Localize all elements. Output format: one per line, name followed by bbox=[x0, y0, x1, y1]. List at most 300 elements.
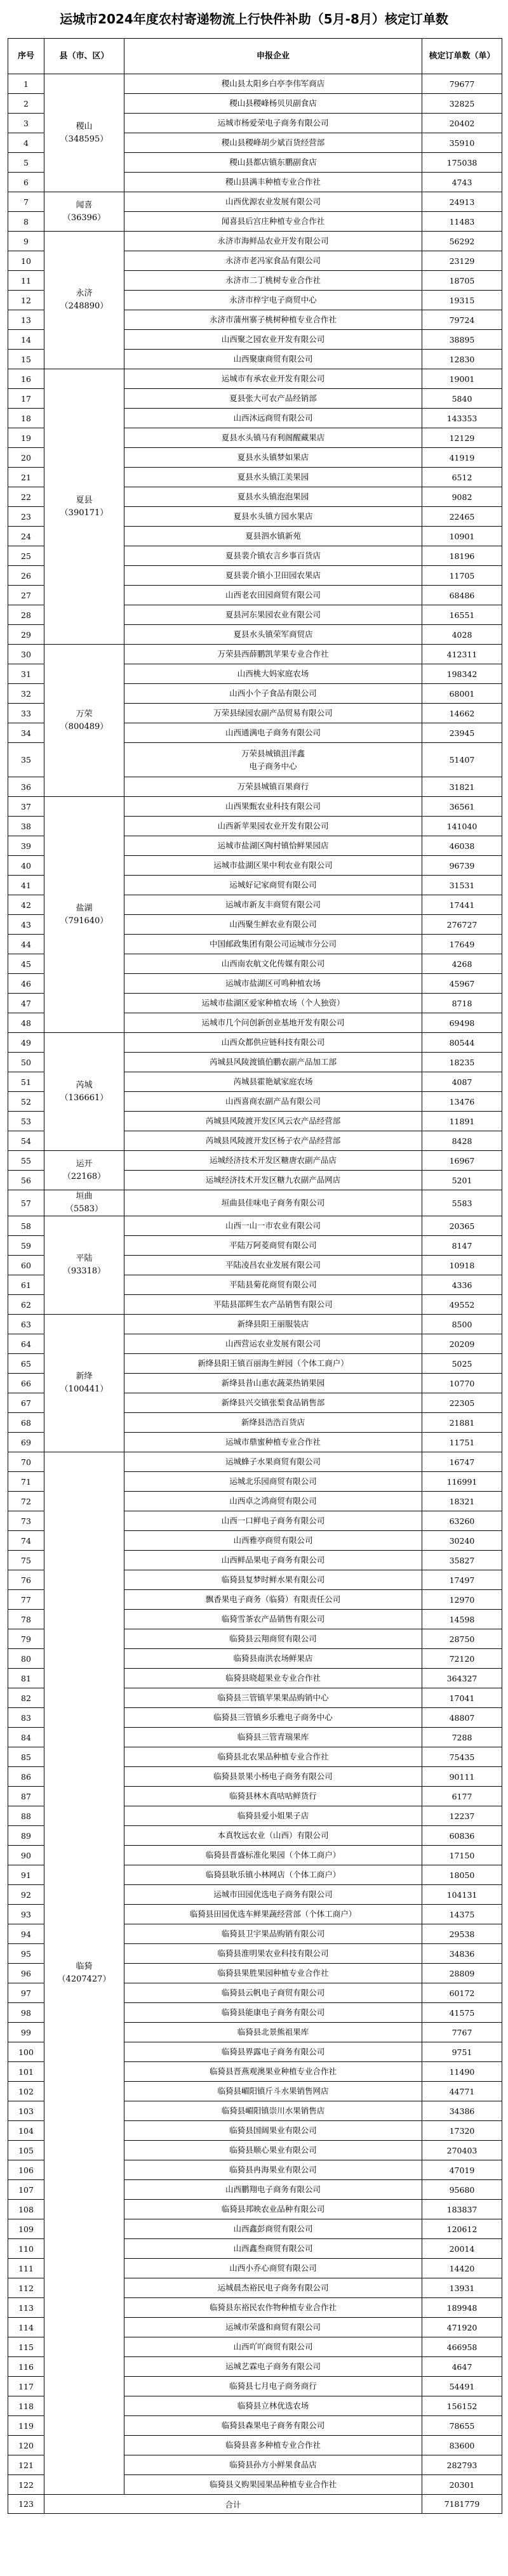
enterprise-name: 运城好记家商贸有限公司 bbox=[124, 876, 422, 895]
order-count: 17320 bbox=[422, 2121, 502, 2141]
enterprise-name: 临猗县森果电子商务有限公司 bbox=[124, 2416, 422, 2436]
enterprise-name: 山西聚生鲜农业有限公司 bbox=[124, 915, 422, 935]
county-cell bbox=[44, 1452, 124, 2495]
enterprise-name: 山西一山一市农业有限公司 bbox=[124, 1216, 422, 1236]
row-seq: 83 bbox=[8, 1708, 44, 1728]
row-seq: 1 bbox=[8, 74, 44, 94]
order-count: 35827 bbox=[422, 1551, 502, 1570]
row-seq: 80 bbox=[8, 1649, 44, 1669]
row-seq: 110 bbox=[8, 2239, 44, 2259]
enterprise-name: 山西卓之鸿商贸有限公司 bbox=[124, 1492, 422, 1511]
row-seq: 23 bbox=[8, 507, 44, 527]
order-count: 20301 bbox=[422, 2475, 502, 2495]
row-seq: 51 bbox=[8, 1072, 44, 1092]
enterprise-name: 山西鹏翔电子商务有限公司 bbox=[124, 2180, 422, 2200]
row-seq: 40 bbox=[8, 856, 44, 876]
enterprise-name: 夏县水头镇梦如果店 bbox=[124, 448, 422, 468]
order-count: 22465 bbox=[422, 507, 502, 527]
row-seq: 46 bbox=[8, 974, 44, 994]
row-seq: 94 bbox=[8, 1924, 44, 1944]
enterprise-name: 平陆万阿菱商贸有限公司 bbox=[124, 1236, 422, 1256]
row-seq: 68 bbox=[8, 1413, 44, 1433]
enterprise-name: 山西吖吖商贸有限公司 bbox=[124, 2337, 422, 2357]
county-subtotal: （136661） bbox=[60, 1093, 109, 1103]
table-row bbox=[8, 1216, 502, 1236]
enterprise-name: 飘香果电子商务（临猗）有限责任公司 bbox=[124, 1590, 422, 1610]
row-seq: 90 bbox=[8, 1846, 44, 1865]
enterprise-name: 临猗县北农果品种植专业合作社 bbox=[124, 1747, 422, 1767]
enterprise-name: 运城市有承农业开发有限公司 bbox=[124, 369, 422, 389]
row-seq: 56 bbox=[8, 1171, 44, 1190]
enterprise-name: 芮城县风陵渡开发区杨子农产品经营部 bbox=[124, 1131, 422, 1151]
county-name: 盐湖 bbox=[76, 903, 93, 913]
row-seq: 105 bbox=[8, 2141, 44, 2160]
row-seq: 11 bbox=[8, 271, 44, 291]
row-seq: 36 bbox=[8, 777, 44, 797]
row-seq: 2 bbox=[8, 94, 44, 114]
enterprise-name: 运城市新友丰商贸有限公司 bbox=[124, 895, 422, 915]
enterprise-name: 稷山县太阳乡白亭李伟军商店 bbox=[124, 74, 422, 94]
row-seq: 77 bbox=[8, 1590, 44, 1610]
table-row bbox=[8, 369, 502, 389]
county-name: 芮城 bbox=[76, 1080, 93, 1090]
order-count: 7288 bbox=[422, 1728, 502, 1747]
row-seq: 34 bbox=[8, 723, 44, 743]
enterprise-name: 山西通满电子商务有限公司 bbox=[124, 723, 422, 743]
county-subtotal: （5583） bbox=[65, 1204, 104, 1214]
table-row bbox=[8, 797, 502, 817]
enterprise-name: 运城晨杰裕民电子商务有限公司 bbox=[124, 2278, 422, 2298]
row-seq: 103 bbox=[8, 2101, 44, 2121]
table-header-row bbox=[8, 39, 502, 74]
enterprise-name: 夏县水头镇荣军商贸店 bbox=[124, 625, 422, 645]
enterprise-name: 运城北乐园商贸有限公司 bbox=[124, 1472, 422, 1492]
enterprise-name: 山西一口鲜电子商务有限公司 bbox=[124, 1511, 422, 1531]
order-count: 68001 bbox=[422, 684, 502, 704]
order-count: 19315 bbox=[422, 291, 502, 310]
enterprise-name: 临猗县立林优选农场 bbox=[124, 2396, 422, 2416]
order-count: 17497 bbox=[422, 1570, 502, 1590]
order-count: 18235 bbox=[422, 1053, 502, 1072]
order-count: 21881 bbox=[422, 1413, 502, 1433]
order-count: 8147 bbox=[422, 1236, 502, 1256]
order-count: 49552 bbox=[422, 1295, 502, 1315]
enterprise-name: 本真牧远农业（山西）有限公司 bbox=[124, 1826, 422, 1846]
row-seq: 111 bbox=[8, 2259, 44, 2278]
row-seq: 5 bbox=[8, 153, 44, 173]
row-seq: 116 bbox=[8, 2357, 44, 2377]
enterprise-name: 稷山县满丰种植专业合作社 bbox=[124, 173, 422, 192]
row-seq: 115 bbox=[8, 2337, 44, 2357]
enterprise-name: 临猗县云翔商贸有限公司 bbox=[124, 1629, 422, 1649]
order-count: 104131 bbox=[422, 1885, 502, 1905]
total-row bbox=[8, 2495, 502, 2514]
enterprise-name: 山西喜商农副产品有限公司 bbox=[124, 1092, 422, 1112]
county-subtotal: （93318） bbox=[62, 1266, 106, 1276]
row-seq: 22 bbox=[8, 487, 44, 507]
order-count: 270403 bbox=[422, 2141, 502, 2160]
row-seq: 43 bbox=[8, 915, 44, 935]
enterprise-name: 万荣县城镇沮洋鑫 电子商务中心 bbox=[124, 743, 422, 777]
enterprise-name: 平陆县邵辉生农产品销售有限公司 bbox=[124, 1295, 422, 1315]
enterprise-name: 万荣县绿园农副产品贸易有限公司 bbox=[124, 704, 422, 723]
enterprise-name: 芮城县霍艳斌家庭农场 bbox=[124, 1072, 422, 1092]
enterprise-name: 运城市盐湖区果中利农业有限公司 bbox=[124, 856, 422, 876]
enterprise-name: 临猗县云帆电子商贸有限公司 bbox=[124, 1983, 422, 2003]
order-count: 8718 bbox=[422, 994, 502, 1013]
subsidy-table bbox=[8, 38, 502, 2514]
row-seq: 30 bbox=[8, 645, 44, 664]
enterprise-name: 临猗县东裕民农作物种植专业合作社 bbox=[124, 2298, 422, 2318]
row-seq: 13 bbox=[8, 310, 44, 330]
enterprise-name: 临猗县义购果园果品种植专业合作社 bbox=[124, 2475, 422, 2495]
row-seq: 93 bbox=[8, 1905, 44, 1924]
order-count: 32825 bbox=[422, 94, 502, 114]
order-count: 13931 bbox=[422, 2278, 502, 2298]
order-count: 45967 bbox=[422, 974, 502, 994]
enterprise-name: 运城市鼎蜜种植专业合作社 bbox=[124, 1433, 422, 1452]
row-seq: 42 bbox=[8, 895, 44, 915]
row-seq: 104 bbox=[8, 2121, 44, 2141]
order-count: 14420 bbox=[422, 2259, 502, 2278]
order-count: 8500 bbox=[422, 1315, 502, 1334]
enterprise-name: 山西聚之园农业开发有限公司 bbox=[124, 330, 422, 350]
enterprise-name: 山西果甄农业科技有限公司 bbox=[124, 797, 422, 817]
order-count: 4743 bbox=[422, 173, 502, 192]
row-seq: 27 bbox=[8, 586, 44, 605]
order-count: 41575 bbox=[422, 2003, 502, 2023]
enterprise-name: 运城经济技术开发区糖九农副产品网店 bbox=[124, 1171, 422, 1190]
order-count: 38895 bbox=[422, 330, 502, 350]
order-count: 90111 bbox=[422, 1767, 502, 1787]
row-seq: 21 bbox=[8, 468, 44, 487]
row-seq: 97 bbox=[8, 1983, 44, 2003]
enterprise-name: 夏县河东果园农业有限公司 bbox=[124, 605, 422, 625]
row-seq: 72 bbox=[8, 1492, 44, 1511]
order-count: 31821 bbox=[422, 777, 502, 797]
county-name: 临猗 bbox=[76, 1962, 93, 1971]
order-count: 10770 bbox=[422, 1374, 502, 1393]
table-row bbox=[8, 1151, 502, 1171]
table-row bbox=[8, 1190, 502, 1216]
order-count: 12830 bbox=[422, 350, 502, 369]
order-count: 11891 bbox=[422, 1112, 502, 1131]
document-title: 运城市2024年度农村寄递物流上行快件补助（5月-8月）核定订单数 bbox=[60, 11, 448, 27]
enterprise-name: 平陆凌昌农业发展有限公司 bbox=[124, 1256, 422, 1275]
column-header-enterprise: 申报企业 bbox=[124, 39, 422, 74]
order-count: 116991 bbox=[422, 1472, 502, 1492]
county-subtotal: （800489） bbox=[60, 721, 109, 732]
order-count: 95680 bbox=[422, 2180, 502, 2200]
order-count: 18196 bbox=[422, 546, 502, 566]
enterprise-name: 运城市盐湖区陶村镇恰鲜果园店 bbox=[124, 836, 422, 856]
row-seq: 14 bbox=[8, 330, 44, 350]
row-seq: 119 bbox=[8, 2416, 44, 2436]
county-cell bbox=[44, 1190, 124, 1216]
row-seq: 65 bbox=[8, 1354, 44, 1374]
order-count: 12129 bbox=[422, 428, 502, 448]
order-count: 8428 bbox=[422, 1131, 502, 1151]
row-seq: 17 bbox=[8, 389, 44, 409]
enterprise-name: 山西沐远商贸有限公司 bbox=[124, 409, 422, 428]
order-count: 16747 bbox=[422, 1452, 502, 1472]
enterprise-name: 临猗雪茶农产品销售有限公司 bbox=[124, 1610, 422, 1629]
order-count: 28750 bbox=[422, 1629, 502, 1649]
order-count: 46038 bbox=[422, 836, 502, 856]
row-seq: 55 bbox=[8, 1151, 44, 1171]
total-seq: 123 bbox=[8, 2495, 44, 2514]
enterprise-name: 临猗县三管青瑞果库 bbox=[124, 1728, 422, 1747]
row-seq: 122 bbox=[8, 2475, 44, 2495]
county-cell bbox=[44, 232, 124, 369]
enterprise-name: 夏县水头镇马有利阁醒藏果店 bbox=[124, 428, 422, 448]
order-count: 198342 bbox=[422, 664, 502, 684]
enterprise-name: 新绛县昔山惠农蔬菜热销果园 bbox=[124, 1374, 422, 1393]
row-seq: 45 bbox=[8, 954, 44, 974]
row-seq: 26 bbox=[8, 566, 44, 586]
enterprise-name: 山西优源农业发展有限公司 bbox=[124, 192, 422, 212]
enterprise-name: 临猗县复梦时鲜水果有限公司 bbox=[124, 1570, 422, 1590]
enterprise-name: 山西桃大妈家庭农场 bbox=[124, 664, 422, 684]
enterprise-name: 临猗县能康电子商务有限公司 bbox=[124, 2003, 422, 2023]
order-count: 189948 bbox=[422, 2298, 502, 2318]
enterprise-name: 山西小个子食品有限公司 bbox=[124, 684, 422, 704]
row-seq: 66 bbox=[8, 1374, 44, 1393]
row-seq: 15 bbox=[8, 350, 44, 369]
county-name: 运开 bbox=[76, 1159, 93, 1169]
enterprise-name: 万荣县城镇百果商行 bbox=[124, 777, 422, 797]
order-count: 17041 bbox=[422, 1688, 502, 1708]
order-count: 31531 bbox=[422, 876, 502, 895]
order-count: 56292 bbox=[422, 232, 502, 251]
county-cell bbox=[44, 74, 124, 192]
order-count: 11751 bbox=[422, 1433, 502, 1452]
order-count: 23945 bbox=[422, 723, 502, 743]
enterprise-name: 山西南农航文化传媒有限公司 bbox=[124, 954, 422, 974]
order-count: 63260 bbox=[422, 1511, 502, 1531]
enterprise-name: 中国邮政集团有限公司运城市分公司 bbox=[124, 935, 422, 954]
order-count: 18050 bbox=[422, 1865, 502, 1885]
row-seq: 53 bbox=[8, 1112, 44, 1131]
county-subtotal: （390171） bbox=[60, 508, 109, 518]
row-seq: 12 bbox=[8, 291, 44, 310]
enterprise-name: 临猗县邦映农业品种有限公司 bbox=[124, 2200, 422, 2219]
row-seq: 41 bbox=[8, 876, 44, 895]
enterprise-name: 夏县水头镇方园水果店 bbox=[124, 507, 422, 527]
enterprise-name: 临猗县国阔果业有限公司 bbox=[124, 2121, 422, 2141]
enterprise-name: 夏县张大可农产品经销部 bbox=[124, 389, 422, 409]
row-seq: 9 bbox=[8, 232, 44, 251]
county-subtotal: （36396） bbox=[62, 213, 106, 223]
enterprise-name: 临猗县耿乐镇小林网店（个体工商户） bbox=[124, 1865, 422, 1885]
row-seq: 59 bbox=[8, 1236, 44, 1256]
row-seq: 108 bbox=[8, 2200, 44, 2219]
row-seq: 99 bbox=[8, 2023, 44, 2042]
enterprise-name: 山西鑫叁商贸有限公司 bbox=[124, 2239, 422, 2259]
order-count: 4087 bbox=[422, 1072, 502, 1092]
county-name: 垣曲 bbox=[76, 1192, 93, 1201]
enterprise-name: 临猗县晋盛标准化果园（个体工商户） bbox=[124, 1846, 422, 1865]
column-header-county: 县（市、区） bbox=[44, 39, 124, 74]
enterprise-name: 芮城县风陵渡镇伯鹏农副产品加工部 bbox=[124, 1053, 422, 1072]
row-seq: 7 bbox=[8, 192, 44, 212]
enterprise-name: 山西众都供应链科技有限公司 bbox=[124, 1033, 422, 1053]
enterprise-name: 夏县水头镇泡泡果园 bbox=[124, 487, 422, 507]
enterprise-name: 稷山县稷峰胡少斌百货经营部 bbox=[124, 133, 422, 153]
row-seq: 112 bbox=[8, 2278, 44, 2298]
row-seq: 52 bbox=[8, 1092, 44, 1112]
order-count: 44771 bbox=[422, 2082, 502, 2101]
order-count: 175038 bbox=[422, 153, 502, 173]
row-seq: 61 bbox=[8, 1275, 44, 1295]
order-count: 36561 bbox=[422, 797, 502, 817]
row-seq: 33 bbox=[8, 704, 44, 723]
order-count: 5201 bbox=[422, 1171, 502, 1190]
enterprise-name: 稷山县都店镇东鹏副食店 bbox=[124, 153, 422, 173]
enterprise-name: 新绛县兴交镇张梨食品销售部 bbox=[124, 1393, 422, 1413]
county-cell bbox=[44, 1151, 124, 1190]
enterprise-name: 临猗县田园优选车鲜果蔬经营部（个体工商户） bbox=[124, 1905, 422, 1924]
order-count: 79724 bbox=[422, 310, 502, 330]
row-seq: 4 bbox=[8, 133, 44, 153]
row-seq: 48 bbox=[8, 1013, 44, 1033]
table-row bbox=[8, 1452, 502, 1472]
order-count: 23129 bbox=[422, 251, 502, 271]
order-count: 471920 bbox=[422, 2318, 502, 2337]
order-count: 51407 bbox=[422, 743, 502, 777]
row-seq: 69 bbox=[8, 1433, 44, 1452]
county-cell bbox=[44, 1216, 124, 1315]
row-seq: 100 bbox=[8, 2042, 44, 2062]
order-count: 466958 bbox=[422, 2337, 502, 2357]
row-seq: 49 bbox=[8, 1033, 44, 1053]
order-count: 69498 bbox=[422, 1013, 502, 1033]
enterprise-name: 临猗县北景熊祖果库 bbox=[124, 2023, 422, 2042]
county-name: 夏县 bbox=[76, 495, 93, 505]
enterprise-name: 临猗县三管镇乡乐雅电子商务中心 bbox=[124, 1708, 422, 1728]
order-count: 12970 bbox=[422, 1590, 502, 1610]
row-seq: 95 bbox=[8, 1944, 44, 1964]
row-seq: 60 bbox=[8, 1256, 44, 1275]
row-seq: 6 bbox=[8, 173, 44, 192]
row-seq: 113 bbox=[8, 2298, 44, 2318]
order-count: 143353 bbox=[422, 409, 502, 428]
order-count: 5583 bbox=[422, 1190, 502, 1216]
enterprise-name: 临猗县孙方小鲜果食品店 bbox=[124, 2455, 422, 2475]
row-seq: 57 bbox=[8, 1190, 44, 1216]
order-count: 68486 bbox=[422, 586, 502, 605]
order-count: 79677 bbox=[422, 74, 502, 94]
row-seq: 107 bbox=[8, 2180, 44, 2200]
order-count: 80544 bbox=[422, 1033, 502, 1053]
row-seq: 20 bbox=[8, 448, 44, 468]
order-count: 156152 bbox=[422, 2396, 502, 2416]
row-seq: 78 bbox=[8, 1610, 44, 1629]
total-label: 合计 bbox=[44, 2495, 422, 2514]
order-count: 20365 bbox=[422, 1216, 502, 1236]
row-seq: 88 bbox=[8, 1806, 44, 1826]
row-seq: 32 bbox=[8, 684, 44, 704]
enterprise-name: 夏县裴介镇小卫田园农果店 bbox=[124, 566, 422, 586]
enterprise-name: 临猗县七月电子商务商行 bbox=[124, 2377, 422, 2396]
enterprise-name: 运城经济技术开发区糖唐农副产品店 bbox=[124, 1151, 422, 1171]
order-count: 14598 bbox=[422, 1610, 502, 1629]
row-seq: 24 bbox=[8, 527, 44, 546]
enterprise-name: 临猗县三管镇苹果果品购销中心 bbox=[124, 1688, 422, 1708]
row-seq: 121 bbox=[8, 2455, 44, 2475]
enterprise-name: 永济市二丁桃树专业合作社 bbox=[124, 271, 422, 291]
enterprise-name: 山西鲜品果电子商务有限公司 bbox=[124, 1551, 422, 1570]
order-count: 9751 bbox=[422, 2042, 502, 2062]
row-seq: 89 bbox=[8, 1826, 44, 1846]
row-seq: 109 bbox=[8, 2219, 44, 2239]
order-count: 20209 bbox=[422, 1334, 502, 1354]
enterprise-name: 临猗县晓超果业专业合作社 bbox=[124, 1669, 422, 1688]
table-row bbox=[8, 192, 502, 212]
order-count: 60172 bbox=[422, 1983, 502, 2003]
order-count: 10918 bbox=[422, 1256, 502, 1275]
order-count: 29538 bbox=[422, 1924, 502, 1944]
row-seq: 101 bbox=[8, 2062, 44, 2082]
enterprise-name: 运城市杨爱荣电子商务有限公司 bbox=[124, 114, 422, 133]
enterprise-name: 山西鑫彭商贸有限公司 bbox=[124, 2219, 422, 2239]
row-seq: 98 bbox=[8, 2003, 44, 2023]
order-count: 12237 bbox=[422, 1806, 502, 1826]
row-seq: 37 bbox=[8, 797, 44, 817]
enterprise-name: 稷山县稷峰杨贝贝副食店 bbox=[124, 94, 422, 114]
order-count: 4336 bbox=[422, 1275, 502, 1295]
enterprise-name: 临猗县淮明果农业科技有限公司 bbox=[124, 1944, 422, 1964]
row-seq: 18 bbox=[8, 409, 44, 428]
county-cell bbox=[44, 369, 124, 645]
row-seq: 16 bbox=[8, 369, 44, 389]
order-count: 13476 bbox=[422, 1092, 502, 1112]
enterprise-name: 临猗县喜多种植专业合作社 bbox=[124, 2436, 422, 2455]
enterprise-name: 永济市蒲州寨子桃树种植专业合作社 bbox=[124, 310, 422, 330]
enterprise-name: 山西聚康商贸有限公司 bbox=[124, 350, 422, 369]
enterprise-name: 夏县水头镇江美果园 bbox=[124, 468, 422, 487]
order-count: 34836 bbox=[422, 1944, 502, 1964]
enterprise-name: 运城市田园优选电子商务有限公司 bbox=[124, 1885, 422, 1905]
row-seq: 47 bbox=[8, 994, 44, 1013]
row-seq: 58 bbox=[8, 1216, 44, 1236]
table-row bbox=[8, 1033, 502, 1053]
row-seq: 120 bbox=[8, 2436, 44, 2455]
order-count: 7767 bbox=[422, 2023, 502, 2042]
row-seq: 10 bbox=[8, 251, 44, 271]
county-subtotal: （100441） bbox=[60, 1384, 109, 1394]
row-seq: 50 bbox=[8, 1053, 44, 1072]
order-count: 4028 bbox=[422, 625, 502, 645]
table-row bbox=[8, 232, 502, 251]
enterprise-name: 山西小乔心商贸有限公司 bbox=[124, 2259, 422, 2278]
enterprise-name: 运城市盐湖区爱家种植农场（个人独资） bbox=[124, 994, 422, 1013]
row-seq: 102 bbox=[8, 2082, 44, 2101]
row-seq: 76 bbox=[8, 1570, 44, 1590]
row-seq: 29 bbox=[8, 625, 44, 645]
row-seq: 70 bbox=[8, 1452, 44, 1472]
enterprise-name: 运城市几个问创新创业基地开发有限公司 bbox=[124, 1013, 422, 1033]
order-count: 276727 bbox=[422, 915, 502, 935]
row-seq: 8 bbox=[8, 212, 44, 232]
row-seq: 106 bbox=[8, 2160, 44, 2180]
row-seq: 28 bbox=[8, 605, 44, 625]
enterprise-name: 山西营运农业发展有限公司 bbox=[124, 1334, 422, 1354]
county-subtotal: （348595） bbox=[60, 134, 109, 144]
county-cell bbox=[44, 797, 124, 1033]
order-count: 78655 bbox=[422, 2416, 502, 2436]
row-seq: 38 bbox=[8, 817, 44, 836]
